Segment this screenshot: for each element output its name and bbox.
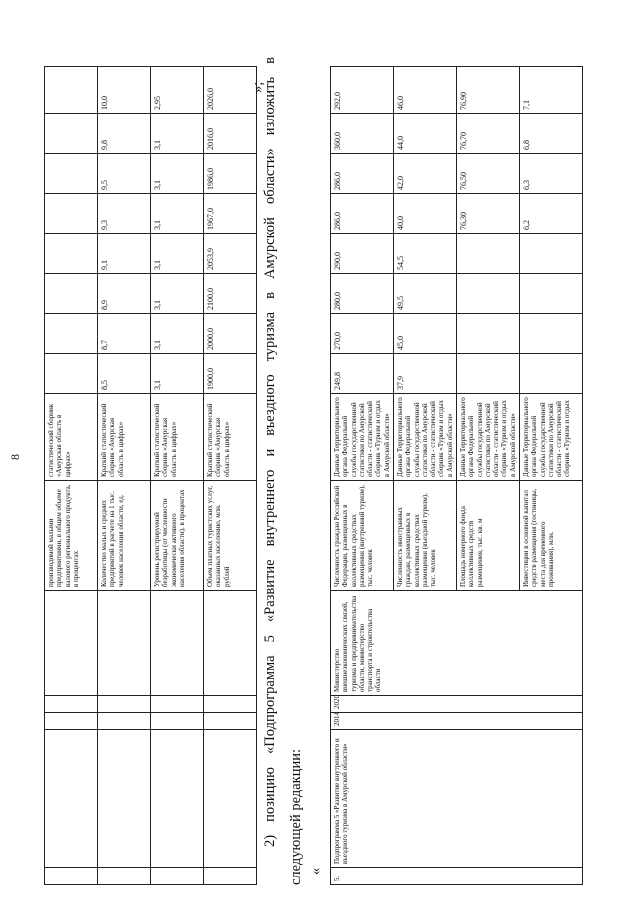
indicator-value: 9,3 (98, 194, 151, 234)
indicator-value (45, 154, 98, 194)
indicator-source: Краткий статистический сборник «Амурская область в цифрах» (98, 394, 151, 481)
indicator-value: 2,95 (151, 67, 204, 114)
year-end: 2020 (331, 696, 583, 713)
indicator-value: 360,0 (331, 114, 394, 154)
indicator-value: 3,1 (151, 194, 204, 234)
indicator-value: 270,0 (331, 314, 394, 354)
indicator-value: 76,30 (457, 194, 520, 234)
indicator-value: 9,1 (98, 234, 151, 274)
subprogram-5-table (330, 66, 583, 885)
indicator-value: 286,0 (331, 194, 394, 234)
indicator-value: 45,0 (394, 314, 457, 354)
empty-cell (98, 591, 151, 696)
indicator-value: 3,1 (151, 274, 204, 314)
empty-cell (151, 696, 204, 713)
indicator-value (520, 234, 583, 274)
indicator-source: Краткий статистический сборник «Амурская область в цифрах» (151, 394, 204, 481)
indicator-value: 46,0 (394, 67, 457, 114)
indicator-source: Данные Территориального органа Федеральной службы государственной статистики по Амурской области - статистический сборник «Туризм и отдых в Амурской области» (457, 394, 520, 481)
indicator-value: 6,2 (520, 194, 583, 234)
empty-cell (98, 868, 151, 885)
indicator-value: 280,0 (331, 274, 394, 314)
indicator-value: 2016,0 (204, 114, 257, 154)
empty-cell (45, 730, 98, 868)
indicator-value (457, 354, 520, 394)
indicator-value: 290,0 (331, 234, 394, 274)
indicator-value (520, 354, 583, 394)
empty-cell (98, 696, 151, 713)
indicator-name: Площадь номерного фонда коллективных средств размещения, тыс. кв. м (457, 481, 520, 591)
indicator-value: 54,5 (394, 234, 457, 274)
indicator-value: 8,5 (98, 354, 151, 394)
indicator-value (520, 314, 583, 354)
indicator-value: 2026,0 (204, 67, 257, 114)
indicator-value: 40,0 (394, 194, 457, 234)
indicator-source: Данные Территориального органа Федеральной службы государственной статистики по Амурской области - статистический сборник «Туризм и отдых в Амурской области» (331, 394, 394, 481)
indicator-source: статистический сборник «Амурская область в цифрах» (45, 394, 98, 481)
indicator-value: 76,90 (457, 67, 520, 114)
indicator-value (45, 114, 98, 154)
indicator-name: Численность граждан Российской Федерации, размещенных в коллективных средствах размещения (внутренний туризм), тыс. человек (331, 481, 394, 591)
indicator-name: производимой малыми предприятиями, в общем объеме валового регионального продукта, в процентах (45, 481, 98, 591)
indicator-value (457, 314, 520, 354)
indicator-value (457, 234, 520, 274)
program-number: 5. (331, 868, 583, 885)
indicator-value: 76,70 (457, 114, 520, 154)
indicator-value: 8,9 (98, 274, 151, 314)
indicator-value (45, 354, 98, 394)
indicator-value: 76,50 (457, 154, 520, 194)
indicator-value: 9,8 (98, 114, 151, 154)
indicator-value (45, 314, 98, 354)
indicator-name: Объем платных туристских услуг, оказанных населению, млн. рублей (204, 481, 257, 591)
table-row (98, 67, 151, 885)
indicator-value: 286,0 (331, 154, 394, 194)
indicator-value: 6,3 (520, 154, 583, 194)
empty-cell (151, 868, 204, 885)
indicator-value: 42,0 (394, 154, 457, 194)
indicator-value: 6,8 (520, 114, 583, 154)
indicator-value: 8,7 (98, 314, 151, 354)
indicator-source: Данные Территориального органа Федеральной службы государственной статистики по Амурской области - статистический сборник «Туризм и отдых в Амурской области» (394, 394, 457, 481)
empty-cell (204, 730, 257, 868)
empty-cell (204, 713, 257, 730)
empty-cell (151, 730, 204, 868)
indicator-value: 3,1 (151, 234, 204, 274)
program-name: Подпрограмма 5 «Развитие внутреннего и въездного туризма в Амурской области» (331, 730, 583, 868)
indicator-value (45, 67, 98, 114)
indicator-value: 2000,0 (204, 314, 257, 354)
empty-cell (204, 868, 257, 885)
closing-quote-mark: »; (250, 81, 266, 93)
indicator-value: 10,0 (98, 67, 151, 114)
indicator-value (45, 194, 98, 234)
empty-cell (204, 591, 257, 696)
indicator-value: 3,1 (151, 354, 204, 394)
indicator-value: 3,1 (151, 114, 204, 154)
indicator-name: Уровень регистрируемой безработицы (от численности экономически активного населения области), в процентах (151, 481, 204, 591)
indicator-value (457, 274, 520, 314)
indicator-value: 3,1 (151, 154, 204, 194)
empty-cell (98, 713, 151, 730)
indicator-value: 1986,0 (204, 154, 257, 194)
indicator-value: 1967,0 (204, 194, 257, 234)
indicator-value (520, 274, 583, 314)
indicator-value: 3,1 (151, 314, 204, 354)
empty-cell (151, 591, 204, 696)
indicator-value (45, 274, 98, 314)
indicator-name: Инвестиции в основной капитал средств размещения (гостиницы, места для временного проживания), млн. (520, 481, 583, 591)
indicator-name: Количество малых и средних предприятий в расчете на 1 тыс. человек населения области, ед. (98, 481, 151, 591)
indicator-value: 37,9 (394, 354, 457, 394)
indicator-value (45, 234, 98, 274)
year-start: 2014 (331, 713, 583, 730)
empty-cell (45, 696, 98, 713)
paragraph-line-1: 2) позицию «Подпрограмма 5 «Развитие внутреннего и въездного туризма в Амурской области» изложить в (262, 57, 278, 847)
indicator-value: 1900,0 (204, 354, 257, 394)
indicator-value: 7,1 (520, 67, 583, 114)
indicator-value: 9,5 (98, 154, 151, 194)
indicator-value: 292,0 (331, 67, 394, 114)
table-row (45, 67, 98, 885)
table-row (151, 67, 204, 885)
executor: Министерство внешнеэкономических связей, туризма и предпринимательства области, министерство транспорта и строительства области (331, 591, 583, 696)
empty-cell (151, 713, 204, 730)
paragraph-line-2: следующей редакции: (288, 748, 304, 885)
top-indicators-table (44, 66, 257, 885)
page-number: 8 (8, 454, 22, 460)
empty-cell (204, 696, 257, 713)
empty-cell (45, 868, 98, 885)
indicator-value: 2100,0 (204, 274, 257, 314)
empty-cell (98, 730, 151, 868)
indicator-name: Численность иностранных граждан, размещенных в коллективных средствах размещения (въездной туризм), тыс. человек (394, 481, 457, 591)
indicator-source: Данные Территориального органа Федеральной службы государственной статистики по Амурской области - статистический сборник «Туризм и отдых (520, 394, 583, 481)
indicator-value: 44,0 (394, 114, 457, 154)
indicator-value: 249,8 (331, 354, 394, 394)
indicator-value: 2053,9 (204, 234, 257, 274)
table-row (204, 67, 257, 885)
empty-cell (45, 713, 98, 730)
indicator-value: 49,5 (394, 274, 457, 314)
indicator-source: Краткий статистический сборник «Амурская область в цифрах» (204, 394, 257, 481)
empty-cell (45, 591, 98, 696)
opening-quote-mark: « (308, 867, 324, 875)
table-row (331, 67, 394, 885)
